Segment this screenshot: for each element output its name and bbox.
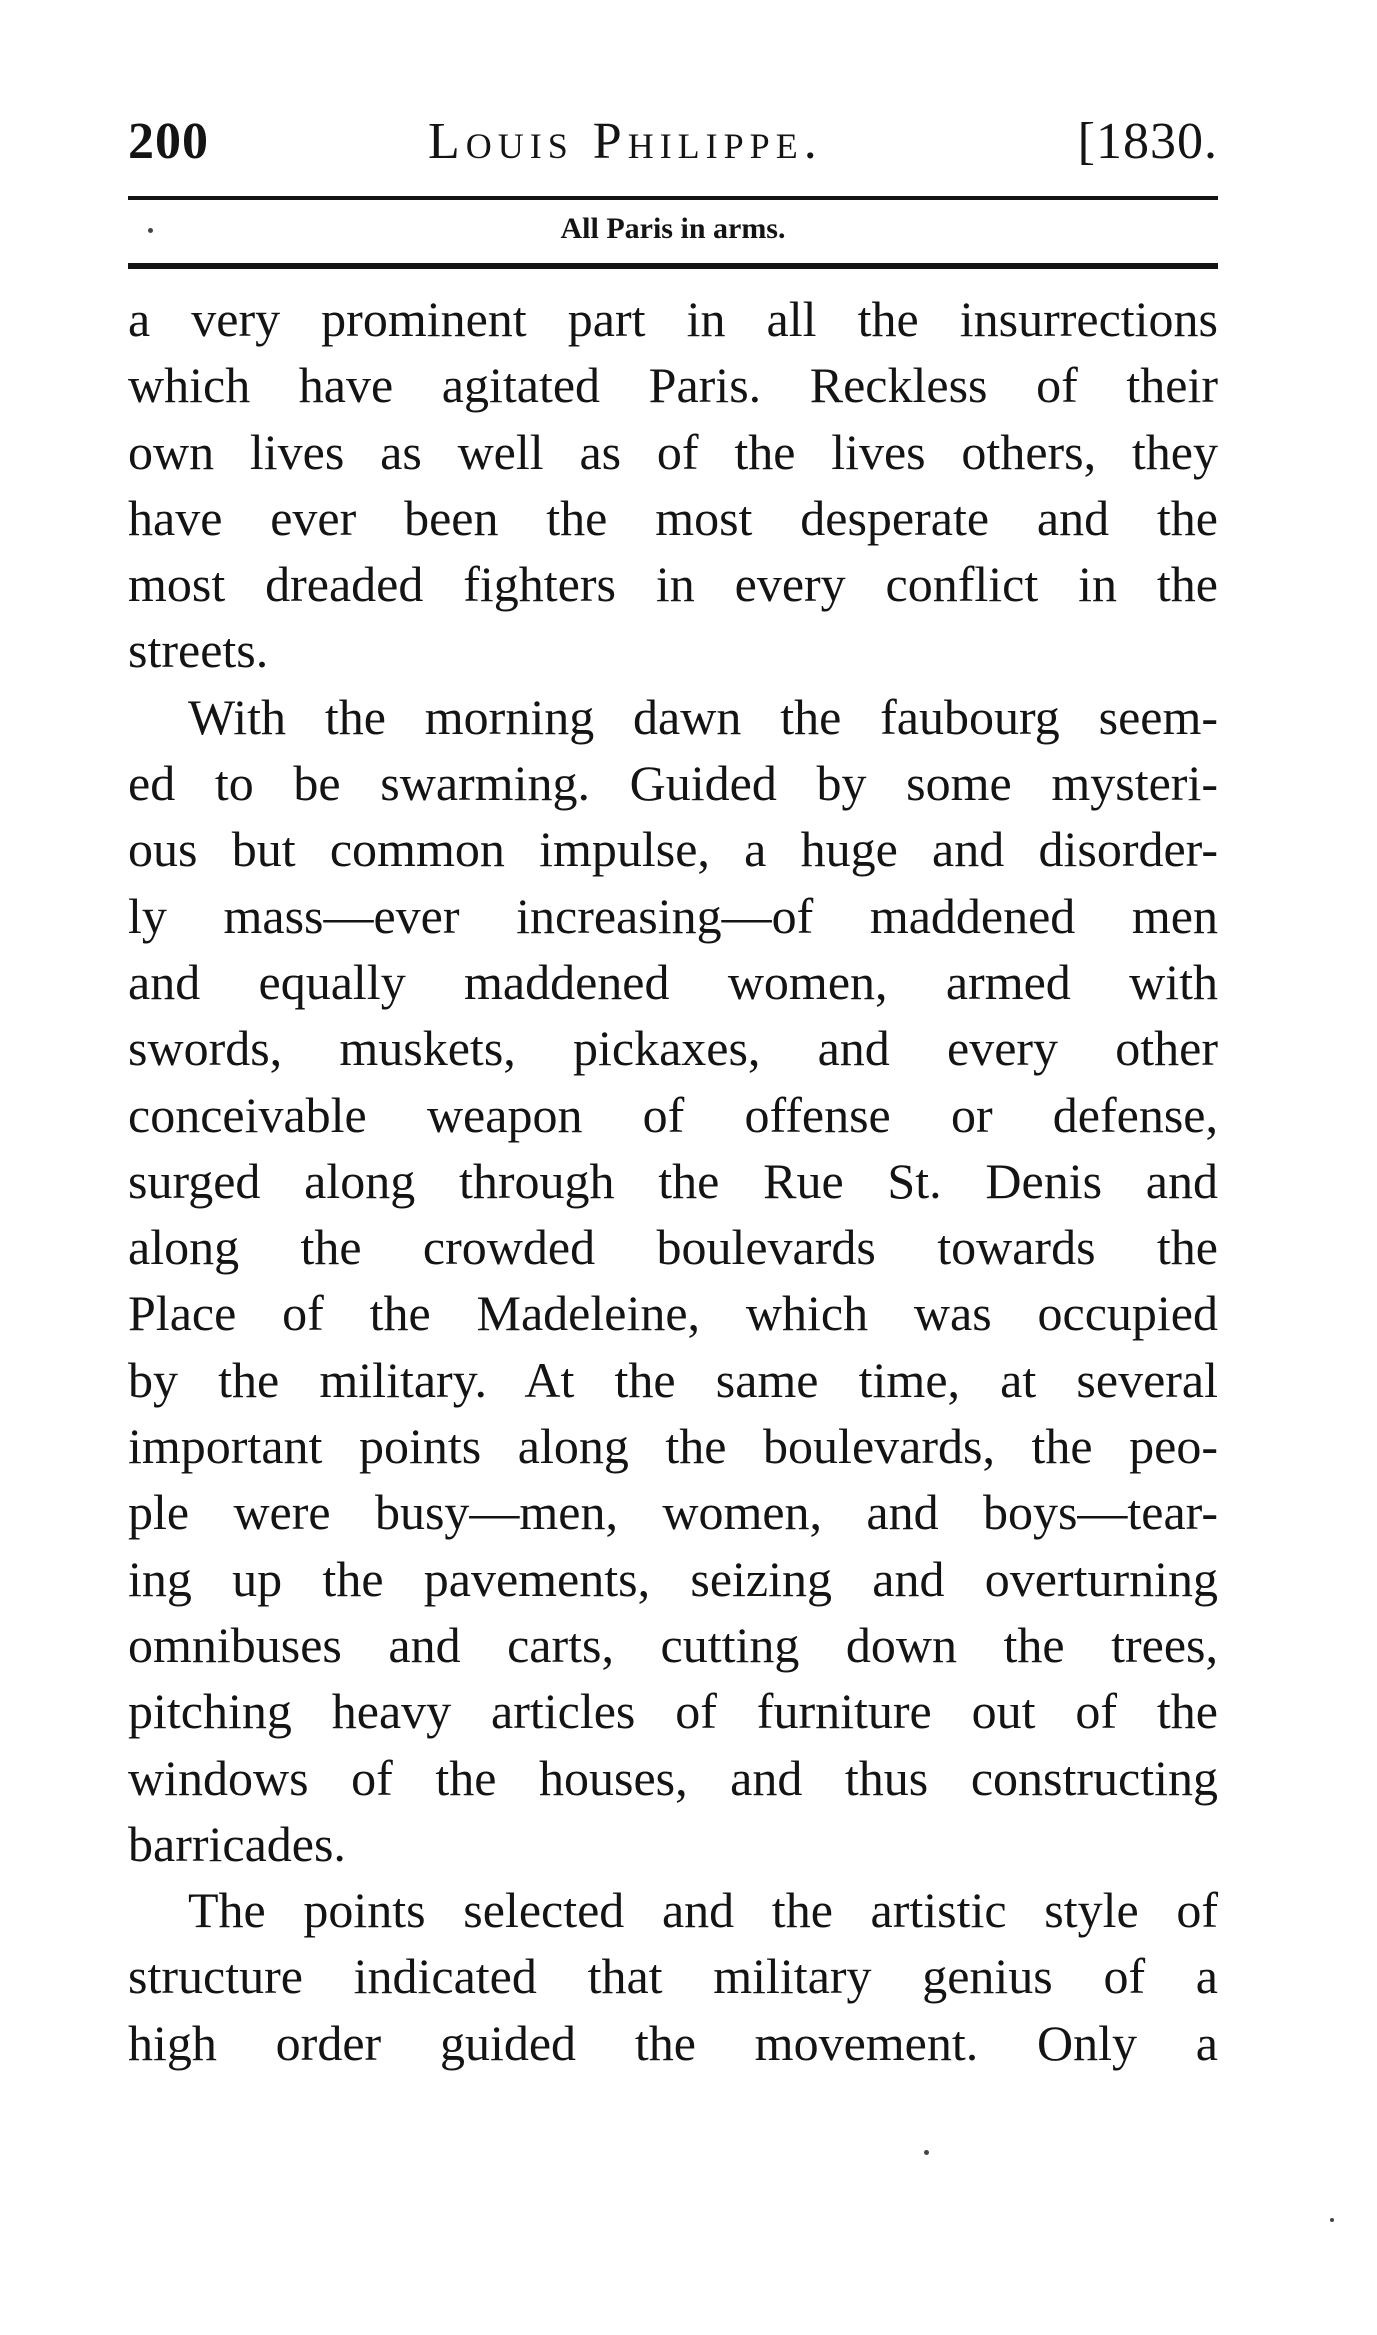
text-line: which have agitated Paris. Reckless of their (128, 357, 1218, 414)
text-line: The points selected and the artistic style of (188, 1882, 1218, 1939)
print-speck (148, 228, 153, 233)
text-line: own lives as well as of the lives others, they (128, 423, 1218, 480)
text-line: conceivable weapon of offense or defense, (128, 1086, 1218, 1143)
text-line: windows of the houses, and thus constructing (128, 1749, 1218, 1806)
text-line: With the morning dawn the faubourg seem- (188, 688, 1218, 745)
text-line: ple were busy—men, women, and boys—tear- (128, 1484, 1218, 1541)
text-line: high order guided the movement. Only a (128, 2014, 1218, 2071)
header-year: [1830. (1077, 113, 1218, 170)
section-caption: All Paris in arms. (560, 212, 786, 245)
running-head (128, 112, 1218, 182)
text-line: ly mass—ever increasing—of maddened men (128, 887, 1218, 944)
text-line: along the crowded boulevards towards the (128, 1219, 1218, 1276)
book-title: Louis Philippe. (428, 113, 823, 170)
text-line: ing up the pavements, seizing and overturning (128, 1550, 1218, 1607)
text-line: a very prominent part in all the insurrections (128, 291, 1218, 347)
header-rule-bottom (128, 263, 1218, 269)
text-line: structure indicated that military genius of a (128, 1948, 1218, 2005)
page-number: 200 (128, 113, 209, 170)
text-line: ed to be swarming. Guided by some mysteri- (128, 755, 1218, 812)
text-line: and equally maddened women, armed with (128, 953, 1218, 1010)
text-line: by the military. At the same time, at several (128, 1351, 1218, 1408)
text-line: barricades. (128, 1815, 346, 1872)
text-line: swords, muskets, pickaxes, and every other (128, 1020, 1218, 1077)
text-line: surged along through the Rue St. Denis and (128, 1152, 1218, 1209)
print-speck (1330, 2218, 1334, 2222)
text-line: omnibuses and carts, cutting down the trees, (128, 1616, 1218, 1673)
text-line: important points along the boulevards, the peo- (128, 1418, 1218, 1475)
text-line: most dreaded fighters in every conflict in the (128, 556, 1218, 613)
print-speck (924, 2150, 929, 2155)
text-line: Place of the Madeleine, which was occupied (128, 1285, 1218, 1342)
body-text (128, 286, 1218, 2076)
text-line: streets. (128, 622, 269, 679)
text-line: have ever been the most desperate and the (128, 489, 1218, 546)
text-line: ous but common impulse, a huge and disorder- (128, 821, 1218, 878)
header-rule-top (128, 196, 1218, 200)
text-line: pitching heavy articles of furniture out of the (128, 1683, 1218, 1740)
